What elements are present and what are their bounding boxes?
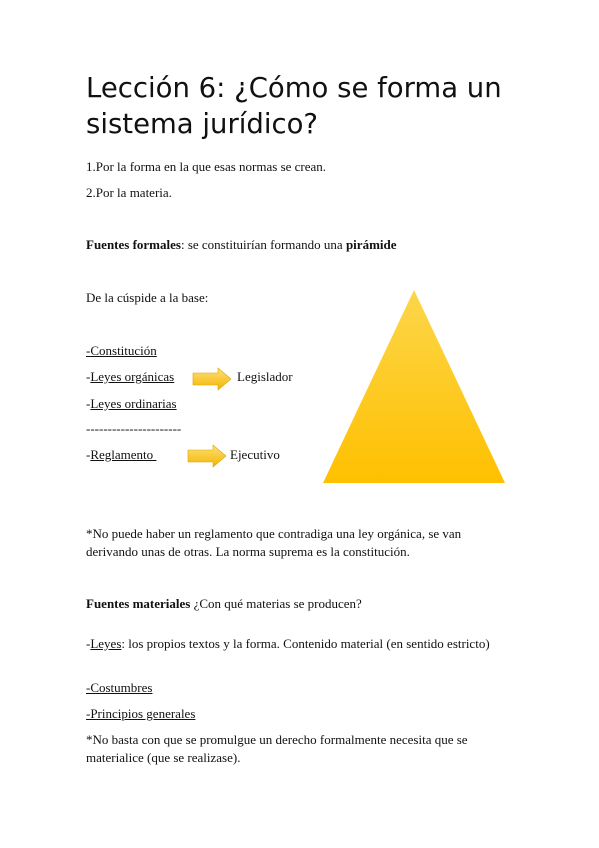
nota-materializacion: *No basta con que se promulgue un derecho formalmente necesita que se materialice (que se realizase). [86, 732, 468, 765]
piramide-word: pirámide [345, 237, 397, 252]
item-costumbres: -Costumbres [86, 680, 153, 695]
fuentes-materiales-heading: Fuentes materiales [86, 596, 191, 611]
fuentes-formales-heading: Fuentes formales [86, 237, 181, 252]
leyes-organicas-label: Leyes orgánicas [90, 369, 175, 384]
ejecutivo-label: Ejecutivo [230, 447, 280, 462]
constitucion-label: -Constitución [86, 343, 157, 358]
nota-reglamento: *No puede haber un reglamento que contradiga una ley orgánica, se van derivando unas de otras. La norma suprema es la constitución. [86, 526, 462, 559]
separator-line: ---------------------- [86, 421, 182, 436]
item-leyes: -Leyes: los propios textos y la forma. Contenido material (en sentido estricto) [86, 636, 490, 651]
page-title: Lección 6: ¿Cómo se forma un sistema jurídico? [86, 72, 502, 140]
legislador-label: Legislador [237, 369, 293, 384]
fuentes-materiales-paragraph [86, 595, 362, 613]
item-reglamento: -Reglamento [86, 447, 157, 462]
list-item-forma: 1.Por la forma en la que esas normas se crean. [86, 159, 327, 174]
list-item-materia: 2.Por la materia. [86, 185, 172, 200]
cuspide-text: De la cúspide a la base: [86, 290, 209, 305]
leyes-ordinarias-label: Leyes ordinarias [90, 396, 177, 411]
pyramid-shape [322, 289, 506, 485]
fuentes-materiales-text: ¿Con qué materias se producen? [190, 596, 362, 611]
leyes-text: : los propios textos y la forma. Contenido material (en sentido estricto) [121, 636, 490, 651]
item-principios-generales: -Principios generales [86, 706, 196, 721]
leyes-label: Leyes [90, 636, 122, 651]
item-leyes-ordinarias: -Leyes ordinarias [86, 396, 177, 411]
item-constitucion [86, 342, 157, 360]
fuentes-formales-paragraph [86, 236, 397, 254]
fuentes-formales-text: : se constituirían formando una [180, 237, 346, 252]
reglamento-label: Reglamento [90, 447, 157, 462]
arrow-right-icon [187, 444, 227, 468]
item-leyes-organicas: -Leyes orgánicas [86, 369, 175, 384]
arrow-right-icon [192, 367, 232, 391]
